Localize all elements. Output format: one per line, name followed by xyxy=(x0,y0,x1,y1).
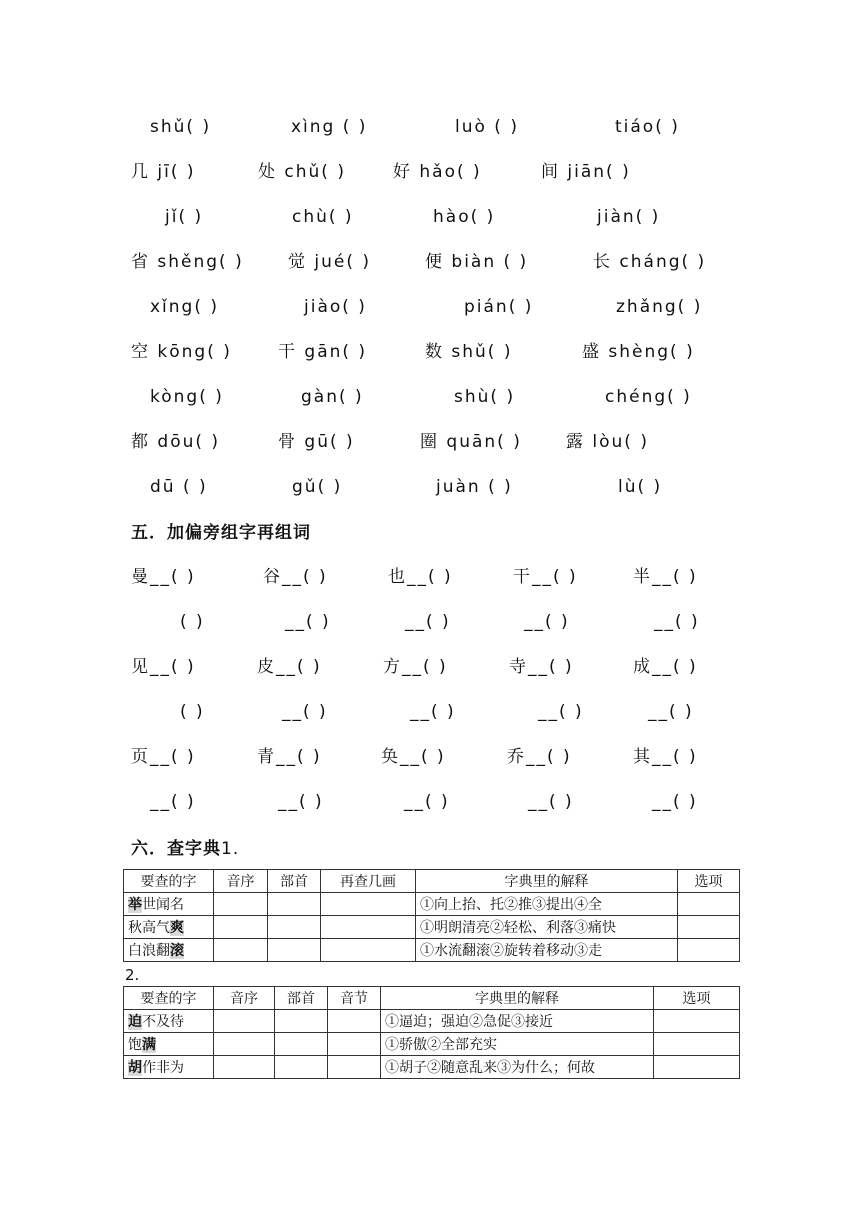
blank-cell[interactable] xyxy=(654,1056,740,1079)
radical-item: __( ) xyxy=(538,702,584,722)
radical-item: __( ) xyxy=(654,612,700,632)
radical-row xyxy=(0,652,860,682)
radical-item: 曼__( ) xyxy=(131,567,196,587)
radical-item: __( ) xyxy=(410,702,456,722)
pinyin-item: chù( ) xyxy=(292,207,354,227)
radical-item: __( ) xyxy=(528,792,574,812)
radical-item: __( ) xyxy=(285,612,331,632)
table-header-row xyxy=(124,870,740,893)
pinyin-item: 露 lòu( ) xyxy=(566,432,649,452)
pinyin-item: dū ( ) xyxy=(150,477,208,497)
radical-item: 页__( ) xyxy=(131,747,196,767)
pinyin-item: 长 cháng( ) xyxy=(593,252,707,272)
pinyin-item: gǔ( ) xyxy=(292,477,343,497)
pinyin-item: 干 gān( ) xyxy=(278,342,368,362)
blank-cell[interactable] xyxy=(214,939,268,962)
highlighted-char: 胡 xyxy=(128,1060,142,1076)
pinyin-row xyxy=(0,382,860,412)
pinyin-item: jiào( ) xyxy=(304,297,367,317)
pinyin-item: kòng( ) xyxy=(150,387,224,407)
radical-item: __( ) xyxy=(524,612,570,632)
explanation-cell: ①胡子②随意乱来③为什么；何故 xyxy=(381,1056,654,1079)
highlighted-char: 迫 xyxy=(128,1014,142,1030)
table-row xyxy=(124,893,740,916)
radical-item: 方__( ) xyxy=(383,657,448,677)
pinyin-row xyxy=(0,112,860,142)
word-rest: 不及待 xyxy=(142,1014,184,1030)
pinyin-item: 省 shěng( ) xyxy=(131,252,244,272)
section-6-title-text: 六．查字典 xyxy=(131,839,221,859)
word-pre: 白浪翻 xyxy=(128,943,170,959)
table-row xyxy=(124,1033,740,1056)
pinyin-item: 圈 quān( ) xyxy=(420,432,522,452)
header-cell: 字典里的解释 xyxy=(416,870,678,893)
blank-cell[interactable] xyxy=(275,1033,328,1056)
blank-cell[interactable] xyxy=(328,1056,381,1079)
header-cell: 选项 xyxy=(654,987,740,1010)
blank-cell[interactable] xyxy=(214,893,268,916)
header-cell: 选项 xyxy=(678,870,740,893)
pinyin-item: 盛 shèng( ) xyxy=(582,342,695,362)
pinyin-item: 便 biàn ( ) xyxy=(425,252,529,272)
blank-cell[interactable] xyxy=(321,916,416,939)
header-cell: 要查的字 xyxy=(124,987,214,1010)
header-cell: 音节 xyxy=(328,987,381,1010)
blank-cell[interactable] xyxy=(268,939,321,962)
table-2-number: 2. xyxy=(125,966,140,984)
word-cell xyxy=(124,1010,214,1033)
word-cell xyxy=(124,1033,214,1056)
pinyin-item: 几 jī( ) xyxy=(131,162,196,182)
pinyin-item: 数 shǔ( ) xyxy=(425,342,513,362)
pinyin-item: 都 dōu( ) xyxy=(131,432,221,452)
highlighted-char: 爽 xyxy=(170,920,184,936)
radical-item: ( ) xyxy=(180,702,205,722)
word-cell xyxy=(124,916,214,939)
pinyin-row xyxy=(0,472,860,502)
pinyin-item: 好 hǎo( ) xyxy=(393,162,482,182)
radical-item: 青__( ) xyxy=(257,747,322,767)
highlighted-char: 滚 xyxy=(170,943,184,959)
radical-item: 见__( ) xyxy=(131,657,196,677)
radical-item: 皮__( ) xyxy=(257,657,322,677)
header-cell: 再查几画 xyxy=(321,870,416,893)
pinyin-item: 处 chǔ( ) xyxy=(258,162,346,182)
radical-item: ( ) xyxy=(180,612,205,632)
radical-item: __( ) xyxy=(150,792,196,812)
radical-item: __( ) xyxy=(648,702,694,722)
pinyin-item: pián( ) xyxy=(464,297,534,317)
radical-item: 也__( ) xyxy=(388,567,453,587)
pinyin-item: 间 jiān( ) xyxy=(541,162,631,182)
word-cell xyxy=(124,1056,214,1079)
pinyin-item: juàn ( ) xyxy=(436,477,513,497)
blank-cell[interactable] xyxy=(214,916,268,939)
word-rest: 世闻名 xyxy=(142,897,184,913)
explanation-cell: ①明朗清亮②轻松、利落③痛快 xyxy=(416,916,678,939)
radical-item: 奂__( ) xyxy=(381,747,446,767)
pinyin-item: xǐng( ) xyxy=(150,297,220,317)
blank-cell[interactable] xyxy=(678,893,740,916)
pinyin-item: 骨 gū( ) xyxy=(278,432,355,452)
word-pre: 秋高气 xyxy=(128,920,170,936)
header-cell: 音序 xyxy=(214,870,268,893)
blank-cell[interactable] xyxy=(214,1033,275,1056)
pinyin-item: xìng ( ) xyxy=(291,117,368,137)
radical-row xyxy=(0,742,860,772)
blank-cell[interactable] xyxy=(654,1010,740,1033)
radical-item: __( ) xyxy=(282,702,328,722)
blank-cell[interactable] xyxy=(268,916,321,939)
highlighted-char: 举 xyxy=(128,897,142,913)
dictionary-table-2 xyxy=(123,986,740,1079)
pinyin-item: gàn( ) xyxy=(301,387,364,407)
radical-row xyxy=(0,607,860,637)
pinyin-item: tiáo( ) xyxy=(615,117,680,137)
header-cell: 部首 xyxy=(268,870,321,893)
header-cell: 字典里的解释 xyxy=(381,987,654,1010)
table-row xyxy=(124,939,740,962)
pinyin-item: jǐ( ) xyxy=(165,207,204,227)
pinyin-item: lù( ) xyxy=(618,477,663,497)
pinyin-item: chéng( ) xyxy=(605,387,692,407)
header-cell: 要查的字 xyxy=(124,870,214,893)
header-cell: 音序 xyxy=(214,987,275,1010)
section-5-title: 五．加偏旁组字再组词 xyxy=(131,523,311,543)
pinyin-row xyxy=(0,157,860,187)
table-row xyxy=(124,1010,740,1033)
blank-cell[interactable] xyxy=(214,1010,275,1033)
pinyin-item: jiàn( ) xyxy=(597,207,661,227)
word-cell xyxy=(124,939,214,962)
table-row xyxy=(124,916,740,939)
radical-item: __( ) xyxy=(278,792,324,812)
highlighted-char: 满 xyxy=(142,1037,156,1053)
blank-cell[interactable] xyxy=(678,916,740,939)
dictionary-table-1 xyxy=(123,869,740,962)
table-1-number: 1. xyxy=(221,839,240,859)
pinyin-row xyxy=(0,292,860,322)
pinyin-item: luò ( ) xyxy=(455,117,519,137)
radical-row xyxy=(0,697,860,727)
pinyin-row xyxy=(0,427,860,457)
blank-cell[interactable] xyxy=(275,1056,328,1079)
pinyin-row xyxy=(0,202,860,232)
radical-item: 寺__( ) xyxy=(509,657,574,677)
radical-item: __( ) xyxy=(652,792,698,812)
blank-cell[interactable] xyxy=(321,893,416,916)
radical-row xyxy=(0,787,860,817)
pinyin-item: zhǎng( ) xyxy=(616,297,703,317)
word-pre: 饱 xyxy=(128,1037,142,1053)
table-header-row xyxy=(124,987,740,1010)
radical-item: 谷__( ) xyxy=(263,567,328,587)
word-rest: 作非为 xyxy=(142,1060,184,1076)
radical-item: 成__( ) xyxy=(633,657,698,677)
blank-cell[interactable] xyxy=(275,1010,328,1033)
radical-item: 乔__( ) xyxy=(507,747,572,767)
header-cell: 部首 xyxy=(275,987,328,1010)
blank-cell[interactable] xyxy=(214,1056,275,1079)
explanation-cell: ①逼迫；强迫②急促③接近 xyxy=(381,1010,654,1033)
blank-cell[interactable] xyxy=(321,939,416,962)
pinyin-item: 空 kōng( ) xyxy=(131,342,232,362)
blank-cell[interactable] xyxy=(328,1010,381,1033)
explanation-cell: ①骄傲②全部充实 xyxy=(381,1033,654,1056)
pinyin-item: 觉 jué( ) xyxy=(288,252,372,272)
pinyin-row xyxy=(0,337,860,367)
pinyin-item: hào( ) xyxy=(433,207,496,227)
blank-cell[interactable] xyxy=(654,1033,740,1056)
radical-item: 干__( ) xyxy=(513,567,578,587)
radical-item: __( ) xyxy=(405,612,451,632)
pinyin-item: shǔ( ) xyxy=(150,117,212,137)
radical-item: 其__( ) xyxy=(633,747,698,767)
blank-cell[interactable] xyxy=(328,1033,381,1056)
pinyin-row xyxy=(0,247,860,277)
explanation-cell: ①向上抬、托②推③提出④全 xyxy=(416,893,678,916)
table-row xyxy=(124,1056,740,1079)
word-cell xyxy=(124,893,214,916)
explanation-cell: ①水流翻滚②旋转着移动③走 xyxy=(416,939,678,962)
blank-cell[interactable] xyxy=(268,893,321,916)
radical-row xyxy=(0,562,860,592)
pinyin-item: shù( ) xyxy=(454,387,516,407)
radical-item: 半__( ) xyxy=(633,567,698,587)
section-6-title xyxy=(131,837,239,861)
blank-cell[interactable] xyxy=(678,939,740,962)
radical-item: __( ) xyxy=(404,792,450,812)
